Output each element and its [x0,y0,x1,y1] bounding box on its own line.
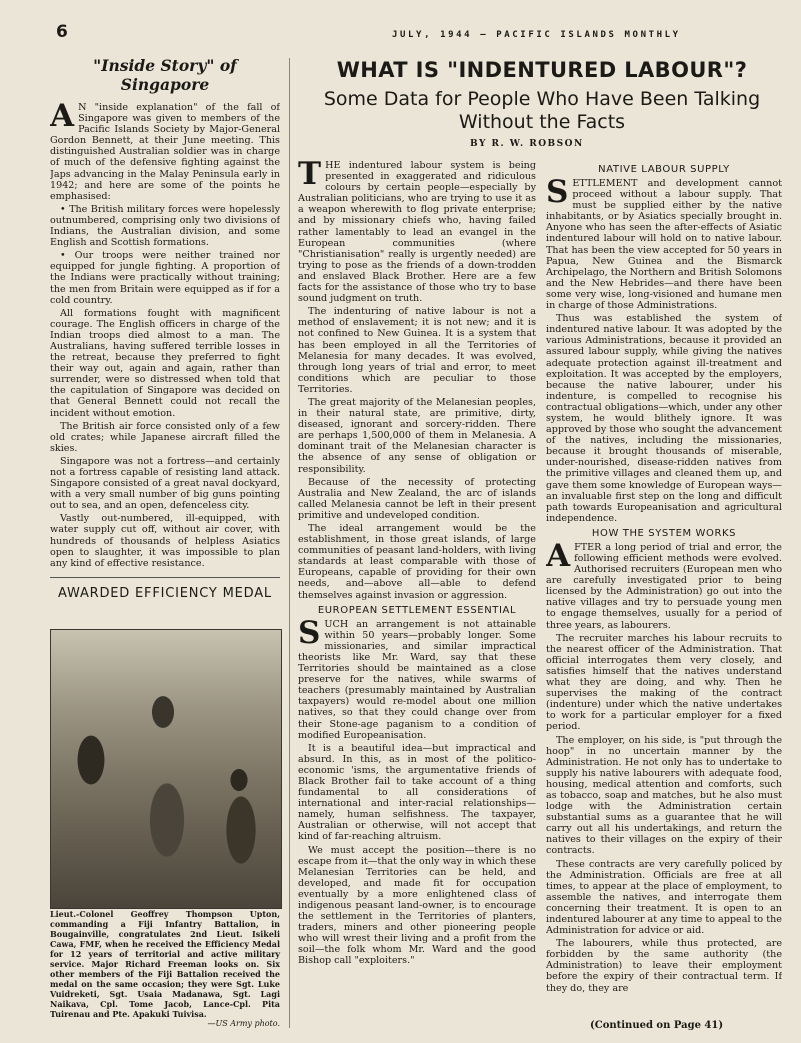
singapore-para: A N "inside explanation" of the fall of Singapore was given to members of the Pacific Islands Society by Major-General Gordon Bennett, at their June meeting. This distinguished Australian soldier was in charge of much of the defensive fighting against the Japs advancing in the Malay Peninsula early in 1942; and here are some of the points he emphasised: [50,98,280,202]
dropcap: A [546,537,571,574]
singapore-para: All formations fought with magnificent courage. The English officers in charge of the Indian troops died almost to a man. The Australians, having suffered terrible losses in the retreat, because they preferred to fight their way out, again and again, rather than surrender, were so distressed when told that the capitulation of Singapore was decided on that General Bennett could not recall the incident without emotion. [50,307,280,419]
photo-caption [50,909,280,1029]
article-para: The great majority of the Melanesian peoples, in their natural state, are primitive, dirty, diseased, ignorant and sorcery-ridden. There are perhaps 1,500,000 of them in Melanesia. A dominant trait of the Melanesian character is the absence of any sense of obligation or responsibility. [298,396,536,475]
subheading: HOW THE SYSTEM WORKS [591,527,737,539]
singapore-para: • Our troops were neither trained nor equipped for jungle fighting. A proportion of the Indians were practically without training; the men from Britain were equipped as if for a cold country. [50,250,280,306]
article-para: The recruiter marches his labour recruits to the nearest officer of the Administration. That official interrogates them very closely, and satisfies himself that the natives understand what they are doing, and why. Then he supervises the making of the contract (indenture) under which the native undertakes to work for a particular employer for a fixed period. [546,632,782,733]
dropcap: S [546,174,569,210]
subheading: NATIVE LABOUR SUPPLY [598,164,730,175]
singapore-article [50,52,280,572]
article-subtitle: Some Data for People Who Have Been Talking Without the Facts [323,88,761,133]
singapore-para: Vastly out-numbered, ill-equipped, with water supply cut off, without air cover, with hundreds of thousands of helpless Asiatics open to slaughter, it was impossible to plan any kind of effective resistance. [50,513,280,569]
award-heading: AWARDED EFFICIENCY MEDAL [58,586,272,601]
article-para: The employer, on his side, is "put through the hoop" in no uncertain manner by the Administration. He not only has to undertake to supply his native labourers with adequate food, housing, medical attention and comforts, such as tobacco, soap and matches, but he also must lodge with the Administration certain substantial sums as a guarantee that he will carry out all his undertakings, and return the natives to their villages on the expiry of their contracts. [546,734,782,857]
article-column-2 [546,160,782,1016]
continued-notice: (Continued on Page 41) [590,1020,724,1031]
article-title: WHAT IS "INDENTURED LABOUR"? [336,58,748,82]
photo-credit: —US Army photo. [207,1019,280,1028]
article-para: THE indentured labour system is being presented in exaggerated and ridiculous colours by certain people—especially by Australian politicians, who are trying to use it as a weapon wherewith to flog private enterprise; and by missionary chiefs who, having failed rather lamentably to lead an evangel in the European communities (where "Christianisation" really is urgently needed) are trying to pose as the friends of a down-trodden and enslaved Black Brother. Here are a few facts for the assistance of those who try to base sound judgment on truth. [298,160,536,305]
subheading: EUROPEAN SETTLEMENT ESSENTIAL [317,604,517,616]
singapore-para: • The British military forces were hopelessly outnumbered, comprising only two divisions of Indians, the Australian division, and some English and Scottish formations. [50,203,280,249]
dropcap: A [50,98,75,134]
article-para: Because of the necessity of protecting Australia and New Zealand, the arc of islands called Melanesia cannot be left in their present primitive and undeveloped condition. [298,476,536,521]
article-para: It is a beautiful idea—but impractical and absurd. In this, as in most of the politico-economic 'isms, the argumentative friends of Black Brother fail to take account of a thing fundamental to all considerations of international and inter-racial relationships—namely, human selfishness. The taxpayer, Australian or otherwise, will not accept that kind of far-reaching altruism. [298,742,536,843]
article-para: AFTER a long period of trial and error, the following efficient methods were evolved. Authorised recruiters (European men who are carefully investigated prior to being licensed by the Administration) go out into the native villages and try to persuade young men to engage themselves, usually for a period of three years, as labourers. [546,537,782,631]
medal-photo [50,629,282,909]
page-number: 6 [56,22,68,42]
singapore-para: The British air force consisted only of a few old crates; while Japanese aircraft filled the skies. [50,420,280,454]
article-para: We must accept the position—there is no escape from it—that the only way in which these Melanesian Territories can be held, and developed, and made fit for occupation eventually by a more enlightened class of indigenous peasant land-owner, is to encourage the settlement in the Territories of planters, traders, miners and other pioneering people who will wrest their living and a profit from the soil—the folk whom Mr. Ward and the good Bishop call "exploiters." [298,844,536,967]
article-para: SUCH an arrangement is not attainable within 50 years—probably longer. Some missionaries, and similar impractical theorists like Mr. Ward, say that these Territories should be maintained as a close preserve for the natives, while swarms of teachers (presumably maintained by Australian taxpayers) would re-model about one million natives, so that they could change over from their Stone-age paganism to a condition of modified Europeanisation. [298,614,536,741]
article-para: The labourers, while thus protected, are forbidden by the same authority (the Administration) to leave their employment before the expiry of their contractual term. If they do, they are [546,938,782,994]
article-para: The indenturing of native labour is not a method of enslavement; it is not new; and it is not confined to New Guinea. It is a system that has been employed in all the Territories of Melanesia for many decades. It was evolved, through long years of trial and error, to meet conditions which are peculiar to those Territories. [298,306,536,395]
dropcap: S [298,614,321,651]
running-head: JULY, 1944 — PACIFIC ISLANDS MONTHLY [392,30,681,40]
article-para: The ideal arrangement would be the establishment, in those great islands, of large communities of peasant land-holders, with living standards at least comparable with those of Europeans, capable of providing for their own needs, and—above all—able to defend themselves against invasion or aggression. [298,523,536,601]
singapore-para: Singapore was not a fortress—and certainly not a fortress capable of resisting land attack. Singapore consisted of a great naval dockyard, with a very small number of big guns pointing out to sea, and an open, defenceless city. [50,455,280,512]
article-para: SETTLEMENT and development cannot proceed without a labour supply. That must be supplied either by the native inhabitants, or by Asiatics specially brought in. Anyone who has seen the after-effects of Asiatic indentured labour will hold on to native labour. That has been the view accepted for 50 years in Papua, New Guinea and the Bismarck Archipelago, the Northern and British Solomons and the New Hebrides—and there have been some very wise, long-visioned and humane men in charge of those Administrations. [546,174,782,312]
byline: BY R. W. ROBSON [470,139,584,149]
article-column-1 [298,160,536,1020]
article-para: Thus was established the system of indentured native labour. It was adopted by the various Administrations, because it provided an assured labour supply, while giving the natives adequate protection against ill-treatment and exploitation. It was accepted by the employers, because the native labourer, under his indenture, is compelled to recognise his contractual obligations—which, under any other system, he would blithely ignore. It was approved by those who sought the advancement of the natives, including the missionaries, because it brought thousands of miserable, under-nourished, disease-ridden natives from the primitive villages and cleaned them up, and gave them some knowledge of European ways—an invaluable first step on the long and difficult path towards Europeanisation and agricultural independence. [546,313,782,524]
section-rule [50,577,280,578]
singapore-title: "Inside Story" of Singapore [93,56,237,94]
dropcap: T [298,160,322,192]
caption-text: Lieut.-Colonel Geoffrey Thompson Upton, commanding a Fiji Infantry Battalion, in Bougainville, congratulates 2nd Lieut. Isikeli Cawa, FMF, when he received the Efficiency Medal for 12 years of territorial and active military service. Major Richard Freeman looks on. Six other members of the Fiji Battalion received the medal on the same occasion; they were Sgt. Luke Vuidreketi, Sgt. Usaia Madanawa, Sgt. Lagi Naikava, Cpl. Tome Jacob, Lance-Cpl. Pita Tuirenau and Pte. Apakuki Tuivisa. [50,909,280,1019]
column-divider [289,58,290,1028]
article-para: These contracts are very carefully policed by the Administration. Officials are free at all times, to appear at the place of employment, to assemble the natives, and interrogate them concerning their treatment. It is open to an indentured labourer at any time to appeal to the Administration for advice or aid. [546,858,782,937]
